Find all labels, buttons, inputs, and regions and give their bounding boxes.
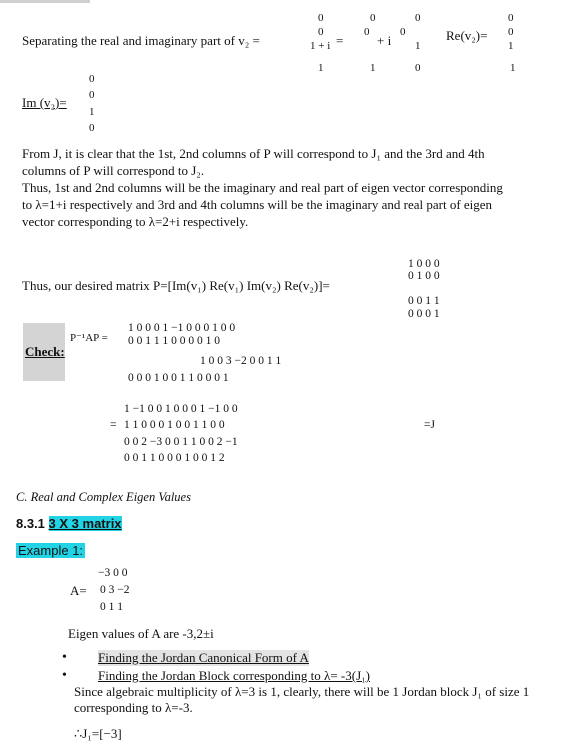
para1-line5: vector corresponding to λ=2+i respectively. xyxy=(22,214,249,229)
im-label-text: Im (v₂)= xyxy=(22,95,67,110)
vec-a-r4: 1 xyxy=(318,62,324,74)
bullet-1-text: Finding the Jordan Canonical Form of A xyxy=(98,650,309,665)
im-label xyxy=(22,95,67,111)
im-vec-r4: 0 xyxy=(89,122,95,134)
check2-eq: = xyxy=(110,419,117,431)
section-c-title: C. Real and Complex Eigen Values xyxy=(16,490,191,504)
vec-c-r4: 0 xyxy=(415,62,421,74)
section-831 xyxy=(16,516,122,531)
example-heading: Example 1: xyxy=(18,543,84,558)
matrix-p-row3: 0 0 1 1 xyxy=(408,295,440,307)
matrix-p-text: Thus, our desired matrix P=[Im(v₁) Re(v₁) Im(v₂) Re(v₂)]= xyxy=(22,278,330,293)
para1-line2: columns of P will correspond to J₂. xyxy=(22,163,205,178)
vec-d-r1: 0 xyxy=(508,12,514,24)
check-lhs: P⁻¹AP = xyxy=(70,332,108,344)
vec-d-r2: 0 xyxy=(508,26,514,38)
matrix-a-label: A= xyxy=(70,583,87,598)
para1-line4: to λ=1+i respectively and 3rd and 4th columns will be the imaginary and real part of eigen xyxy=(22,197,493,212)
vec-b-r1: 0 xyxy=(370,12,376,24)
plus-i: + i xyxy=(377,33,392,48)
bullet-dot-2: • xyxy=(62,668,67,683)
check-row2: 0 0 1 1 1 0 0 0 0 1 0 xyxy=(128,335,220,347)
vec-c-r3: 1 xyxy=(415,40,421,52)
check2-eqj: =J xyxy=(424,419,435,431)
separate-text: Separating the real and imaginary part of v₂ = xyxy=(22,33,260,48)
bullet-dot-1: • xyxy=(62,650,67,665)
vec-d-r4: 1 xyxy=(510,62,516,74)
im-vec-r3: 1 xyxy=(89,106,95,118)
check-row1: 1 0 0 0 1 −1 0 0 0 1 0 0 xyxy=(128,322,236,334)
eq-sign: = xyxy=(336,33,344,48)
vec-d-r3: 1 xyxy=(508,40,514,52)
check2-row3: 0 0 2 −3 0 0 1 1 0 0 2 −1 xyxy=(124,436,238,448)
final-j1: ∴J₁=[−3] xyxy=(74,726,122,741)
section-831-title: 3 X 3 matrix xyxy=(48,516,122,531)
section-831-number: 8.3.1 xyxy=(16,516,45,531)
vec-a-r3: 1 + i xyxy=(310,40,331,52)
para2-line2: corresponding to λ=-3. xyxy=(74,700,193,715)
im-vec-r1: 0 xyxy=(89,73,95,85)
eigen-values: Eigen values of A are -3,2±i xyxy=(68,626,214,641)
matrix-a-row2: 0 3 −2 xyxy=(100,584,130,596)
vec-c-r1: 0 xyxy=(415,12,421,24)
vec-b-r2: 0 xyxy=(364,26,370,38)
check-row3: 1 0 0 3 −2 0 0 1 1 xyxy=(200,355,282,367)
check-label: Check: xyxy=(25,344,65,359)
matrix-p-row4: 0 0 0 1 xyxy=(408,308,440,320)
vec-b-r4: 1 xyxy=(370,62,376,74)
para1-line1: From J, it is clear that the 1st, 2nd columns of P will correspond to J₁ and the 3rd and 4th xyxy=(22,146,485,161)
matrix-p-row1: 1 0 0 0 xyxy=(408,258,440,270)
check2-row2: 1 1 0 0 0 1 0 0 1 1 0 0 xyxy=(124,419,225,431)
matrix-a-row1: −3 0 0 xyxy=(98,567,128,579)
im-vec-r2: 0 xyxy=(89,89,95,101)
para2-line1: Since algebraic multiplicity of λ=3 is 1, clearly, there will be 1 Jordan block J₁ of size 1 xyxy=(74,684,530,699)
para1-line3: Thus, 1st and 2nd columns will be the imaginary and real part of eigen vector corresponding xyxy=(22,180,503,195)
check-row4: 0 0 0 1 0 0 1 1 0 0 0 1 xyxy=(128,372,229,384)
vec-a-r1: 0 xyxy=(318,12,324,24)
re-label: Re(v₂)= xyxy=(446,28,488,43)
matrix-p-row2: 0 1 0 0 xyxy=(408,270,440,282)
matrix-a-row3: 0 1 1 xyxy=(100,601,123,613)
vec-a-r2: 0 xyxy=(318,26,324,38)
bullet-2-text: Finding the Jordan Block corresponding to λ= -3(J₁) xyxy=(98,668,370,683)
top-scroll-bar xyxy=(0,0,90,3)
check2-row1: 1 −1 0 0 1 0 0 0 1 −1 0 0 xyxy=(124,403,238,415)
check2-row4: 0 0 1 1 0 0 0 1 0 0 1 2 xyxy=(124,452,225,464)
vec-c-r2: 0 xyxy=(400,26,406,38)
